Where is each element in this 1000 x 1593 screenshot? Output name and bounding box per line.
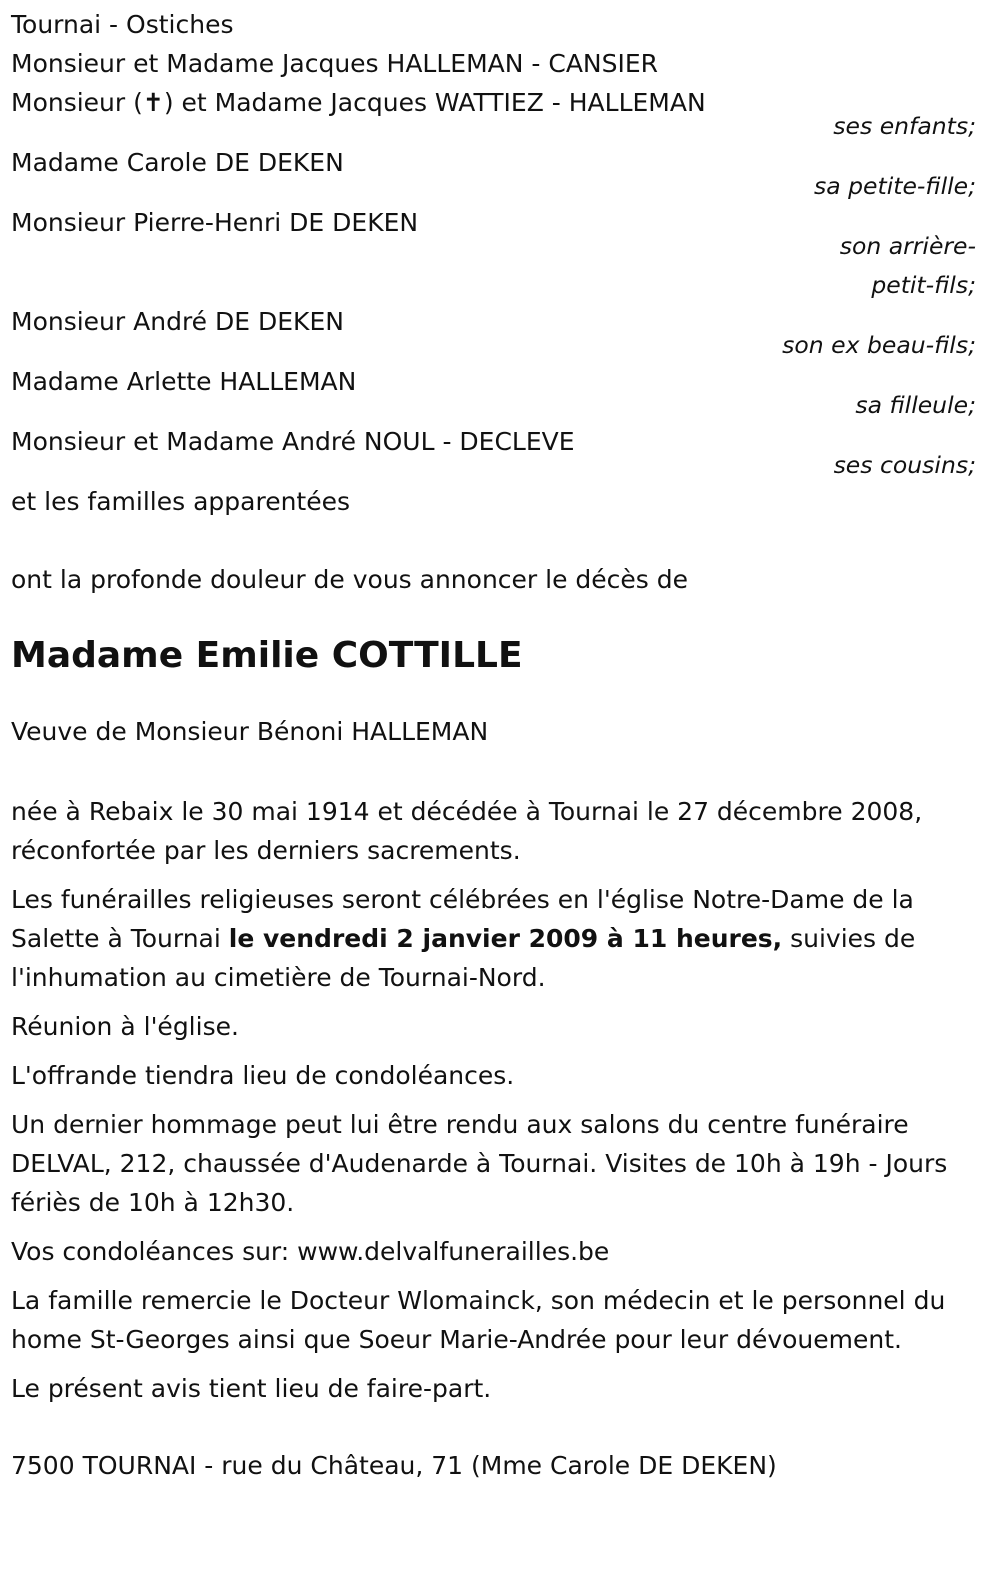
condolences-paragraph: Vos condoléances sur: www.delvalfunerailles.be bbox=[11, 1237, 610, 1266]
obituary-notice bbox=[11, 0, 976, 1483]
location-line: Tournai - Ostiches bbox=[11, 10, 234, 39]
announcement-text: ont la profonde douleur de vous annoncer le décès de bbox=[11, 565, 689, 594]
deceased-name: Madame Emilie COTTILLE bbox=[11, 635, 523, 676]
great-grandson-relation-line1: son arrière- bbox=[839, 232, 976, 260]
address-line: 7500 TOURNAI - rue du Château, 71 (Mme Carole DE DEKEN) bbox=[11, 1451, 777, 1480]
funeral-date: le vendredi 2 janvier 2009 à 11 heures, bbox=[228, 924, 783, 953]
goddaughter-relation: sa filleule; bbox=[855, 391, 976, 419]
cousins-name: Monsieur et Madame André NOUL - DECLEVE bbox=[11, 427, 575, 456]
children-line-1: Monsieur et Madame Jacques HALLEMAN - CANSIER bbox=[11, 49, 659, 78]
offering-paragraph: L'offrande tiendra lieu de condoléances. bbox=[11, 1061, 515, 1090]
funeral-text-after: suivies de l'inhumation au cimetière de Tournai-Nord. bbox=[11, 924, 916, 992]
cousins-relation: ses cousins; bbox=[833, 451, 976, 479]
great-grandson-relation-line2: petit-fils; bbox=[871, 271, 976, 299]
thanks-paragraph: La famille remercie le Docteur Wlomainck, son médecin et le personnel du home St-Georges ainsi que Soeur Marie-Andrée pour leur dévouement. bbox=[11, 1286, 946, 1354]
other-families: et les familles apparentées bbox=[11, 487, 351, 516]
ex-son-in-law-name: Monsieur André DE DEKEN bbox=[11, 307, 344, 336]
goddaughter-name: Madame Arlette HALLEMAN bbox=[11, 367, 357, 396]
funeral-text-before: Les funérailles religieuses seront célébrées en l'église Notre-Dame de la Salette à Tournai bbox=[11, 885, 914, 953]
granddaughter-relation: sa petite-fille; bbox=[814, 172, 976, 200]
faire-part-paragraph: Le présent avis tient lieu de faire-part. bbox=[11, 1374, 492, 1403]
tribute-paragraph: Un dernier hommage peut lui être rendu aux salons du centre funéraire DELVAL, 212, chaussée d'Audenarde à Tournai. Visites de 10h à 19h - Jours fériès de 10h à 12h30. bbox=[11, 1110, 948, 1217]
great-grandson-name: Monsieur Pierre-Henri DE DEKEN bbox=[11, 208, 419, 237]
widow-of: Veuve de Monsieur Bénoni HALLEMAN bbox=[11, 717, 489, 746]
meeting-paragraph: Réunion à l'église. bbox=[11, 1012, 239, 1041]
funeral-paragraph bbox=[11, 880, 976, 997]
children-line-2: Monsieur (✝) et Madame Jacques WATTIEZ - HALLEMAN bbox=[11, 88, 706, 117]
children-relation: ses enfants; bbox=[833, 112, 976, 140]
birth-death-paragraph: née à Rebaix le 30 mai 1914 et décédée à Tournai le 27 décembre 2008, réconfortée par les derniers sacrements. bbox=[11, 797, 923, 865]
granddaughter-name: Madame Carole DE DEKEN bbox=[11, 148, 344, 177]
ex-son-in-law-relation: son ex beau-fils; bbox=[782, 331, 976, 359]
